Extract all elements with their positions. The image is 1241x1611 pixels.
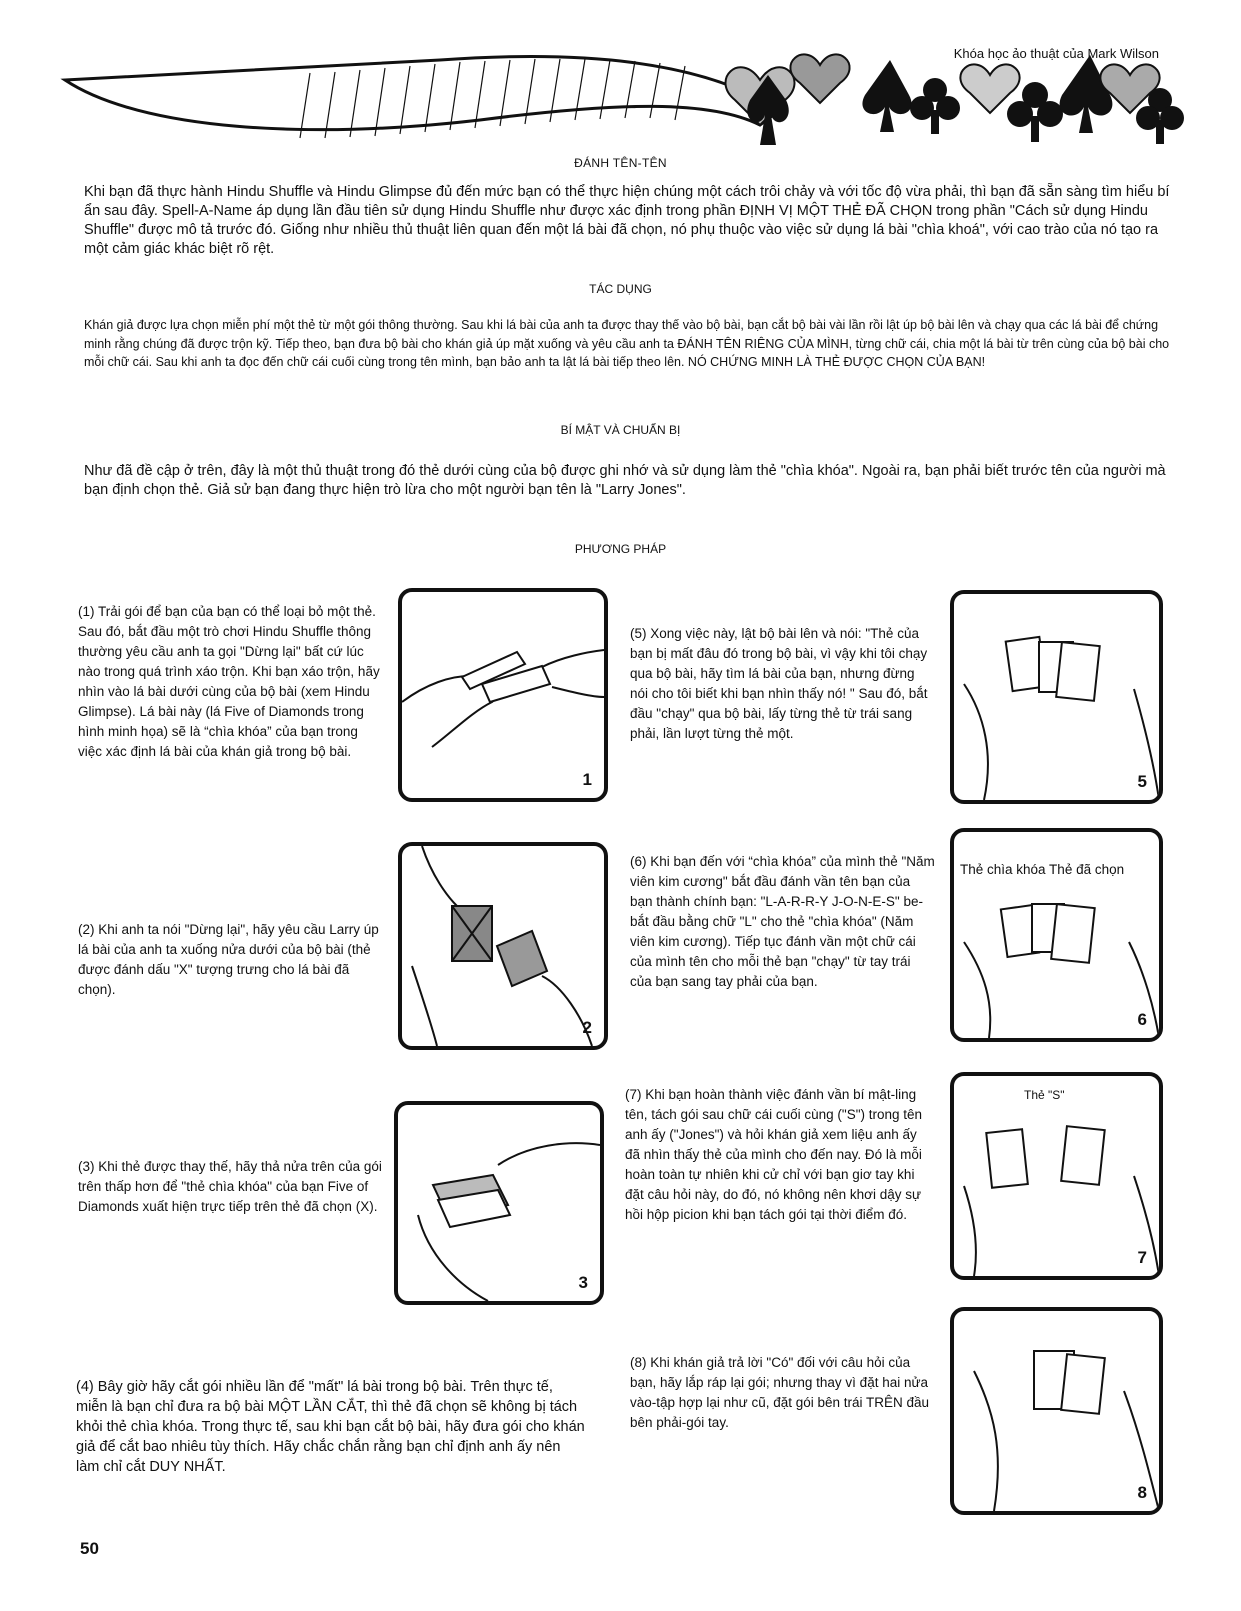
- figure-8: [950, 1307, 1163, 1515]
- intro-paragraph: Khi bạn đã thực hành Hindu Shuffle và Hindu Glimpse đủ đến mức bạn có thể thực hiện chúng một cách trôi chảy và với tốc độ vừa phải, thì bạn đã sẵn sàng tìm hiểu bí ẩn sau đây. Spell-A-Name áp dụng lần đầu tiên sử dụng Hindu Shuffle như được xác định trong phần ĐỊNH VỊ MỘT THẺ ĐÃ CHỌN trong phần "Cách sử dụng Hindu Shuffle" được mô tả trước đó. Giống như nhiều thủ thuật liên quan đến một lá bài đã chọn, nó phụ thuộc vào việc sử dụng lá bài "chìa khoá", với cao trào của nó tạo ra một cảm giác khác biệt rõ rệt.: [84, 184, 1170, 257]
- figure-number: 2: [582, 1018, 592, 1037]
- step-6-text: (6) Khi bạn đến với “chìa khóa” của mình thẻ "Năm viên kim cương" bắt đầu đánh vần tên bạn của bạn thành chính bạn: "L-A-R-R-Y J-O-N-E-S" be-bắt đầu bằng chữ "L" cho thẻ "chìa khóa" (Năm viên kim cương). Tiếp tục đánh vần một chữ cái của mình tên cho mỗi thẻ bạn "chạy" từ tay trái của bạn sang tay phải của bạn.: [630, 854, 935, 989]
- secret-heading: BÍ MẬT VÀ CHUẨN BỊ: [560, 423, 681, 437]
- effect-paragraph: Khán giả được lựa chọn miễn phí một thẻ từ một gói thông thường. Sau khi lá bài của anh ta được thay thế vào bộ bài, bạn cắt bộ bài vài lần rồi lật úp bộ bài lên và chạy qua các lá bài để chứng minh rằng chúng đã được trộn kỹ. Tiếp theo, bạn đưa bộ bài cho khán giả úp mặt xuống và yêu cầu anh ta ĐÁNH TÊN RIÊNG CỦA MÌNH, từng chữ cái, chia một lá bài từ trên cùng của bộ bài cho mỗi chữ cái. Sau khi anh ta đọc đến chữ cái cuối cùng trong tên mình, bạn bảo anh ta lật lá bài tiếp theo lên. NÓ CHỨNG MINH LÀ THẺ ĐƯỢC CHỌN CỦA BẠN!: [84, 318, 1170, 369]
- hands-spell-cards-illustration: [954, 832, 1159, 1038]
- hands-run-cards-illustration: [954, 594, 1159, 800]
- figure-7-label: Thẻ "S": [1024, 1088, 1065, 1102]
- hands-card-drop-illustration: [402, 846, 604, 1046]
- step-3-text: (3) Khi thẻ được thay thế, hãy thả nửa trên của gói trên thấp hơn để "thẻ chìa khóa" của bạn Five of Diamonds xuất hiện trực tiếp trên thẻ đã chọn (X).: [78, 1159, 382, 1214]
- figure-6: [950, 828, 1163, 1042]
- figure-6-label: Thẻ chìa khóa Thẻ đã chọn: [960, 862, 1125, 877]
- hands-split-packet-illustration: [954, 1076, 1159, 1276]
- step-2-text: (2) Khi anh ta nói "Dừng lại", hãy yêu cầu Larry úp lá bài của anh ta xuống nửa dưới của bộ bài (thẻ được đánh dấu "X" tượng trưng cho lá bài đã chọn).: [78, 922, 379, 997]
- secret-paragraph: Như đã đề cập ở trên, đây là một thủ thuật trong đó thẻ dưới cùng của bộ được ghi nhớ và sử dụng làm thẻ "chìa khóa". Ngoài ra, bạn phải biết trước tên của người mà bạn định chọn thẻ. Giả sử bạn đang thực hiện trò lừa cho một người bạn tên là "Larry Jones".: [84, 463, 1166, 498]
- figure-2: [398, 842, 608, 1050]
- page-number: 50: [80, 1539, 99, 1558]
- figure-number: 3: [578, 1273, 588, 1292]
- step-8-text: (8) Khi khán giả trả lời "Có" đối với câu hỏi của bạn, hãy lắp ráp lại gói; nhưng thay vì đặt hai nửa vào-tập hợp lại như cũ, đặt gói bên trái TRÊN đầu bên phải-gói tay.: [630, 1355, 930, 1430]
- step-7-text: (7) Khi bạn hoàn thành việc đánh vần bí mật-ling tên, tách gói sau chữ cái cuối cùng ("S") trong tên anh ấy ("Jones") và hỏi khán giả xem liệu anh ấy đã nhìn thấy thẻ của mình cho đến nay. Đó là mỗi hoàn toàn tự nhiên khi cử chỉ với bạn giơ tay khi đặt câu hỏi này, do đó, nó không nên khơi dậy sự hồi hộp picion khi bạn tách gói tại thời điểm đó.: [625, 1087, 923, 1222]
- figure-5: [950, 590, 1163, 804]
- article-title: ĐÁNH TÊN-TÊN: [574, 156, 667, 170]
- figure-3: [394, 1101, 604, 1305]
- course-header: Khóa học ảo thuật của Mark Wilson: [953, 46, 1159, 61]
- figure-1: [398, 588, 608, 802]
- figure-number: 7: [1137, 1248, 1147, 1267]
- figure-number: 1: [582, 770, 592, 789]
- figure-number: 6: [1137, 1010, 1147, 1029]
- step-5-text: (5) Xong việc này, lật bộ bài lên và nói: "Thẻ của bạn bị mất đâu đó trong bộ bài, vì vậy khi tôi chạy qua bộ bài, hãy tìm lá bài của bạn, nhưng đừng nói cho tôi biết khi bạn nhìn thấy nó! " Sau đó, bắt đầu "chạy" qua bộ bài, lấy từng thẻ từ trái sang phải, lần lượt từng thẻ một.: [630, 626, 928, 741]
- step-4-text: (4) Bây giờ hãy cắt gói nhiều lần để "mất" lá bài trong bộ bài. Trên thực tế, miễn là bạn chỉ đưa ra bộ bài MỘT LẦN CẮT, thì thẻ đã chọn sẽ không bị tách khỏi thẻ chìa khóa. Trong thực tế, sau khi bạn cắt bộ bài, hãy đưa gói cho khán giả để cắt bao nhiêu tùy thích. Hãy chắc chắn rằng bạn chỉ định anh ấy nên làm chỉ cắt DUY NHẤT.: [76, 1379, 585, 1475]
- hands-reassemble-illustration: [954, 1311, 1159, 1511]
- method-heading: PHƯƠNG PHÁP: [574, 542, 667, 556]
- playing-card-banner: [60, 40, 1200, 170]
- hands-key-card-illustration: [398, 1105, 600, 1301]
- figure-number: 8: [1137, 1483, 1147, 1502]
- step-1-text: (1) Trải gói để bạn của bạn có thể loại bỏ một thẻ. Sau đó, bắt đầu một trò chơi Hindu Shuffle thông thường yêu cầu anh ta gọi "Dừng lại" bất cứ lúc nào trong quá trình xáo trộn. Khi bạn xáo trộn, hãy nhìn vào lá bài dưới cùng của bộ bài (xem Hindu Glimpse). Lá bài này (lá Five of Diamonds trong hình minh họa) sẽ là “chìa khóa” của bạn trong việc xác định lá bài của khán giả trong bộ bài.: [78, 604, 380, 759]
- effect-heading: TÁC DỤNG: [589, 282, 652, 296]
- figure-7: [950, 1072, 1163, 1280]
- hands-shuffle-illustration: [402, 592, 604, 798]
- figure-number: 5: [1137, 772, 1147, 791]
